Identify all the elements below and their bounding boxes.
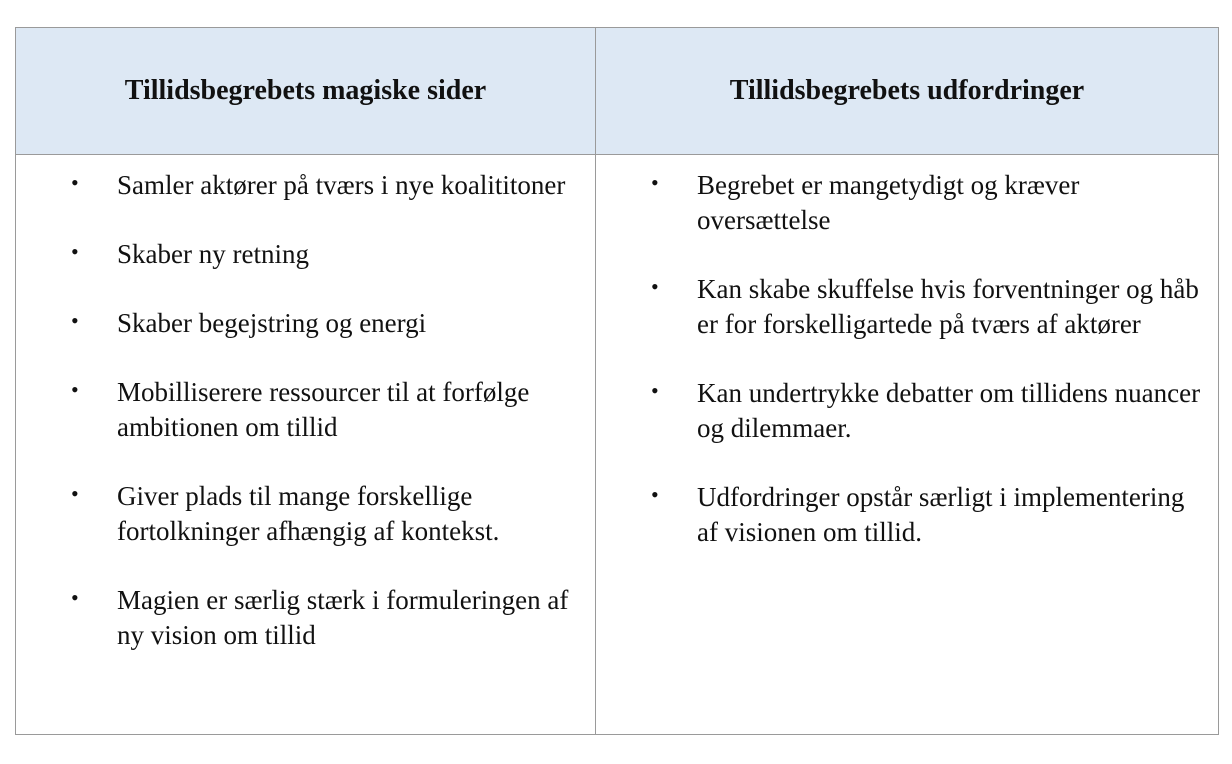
list-item	[651, 480, 1208, 550]
list-item	[651, 376, 1208, 446]
list-item-text: Udfordringer opstår særligt i implementering af visionen om tillid.	[697, 482, 1185, 547]
list-item	[71, 479, 585, 549]
bullet-icon: •	[651, 378, 659, 403]
bullet-icon: •	[651, 274, 659, 299]
challenges-list	[651, 168, 1208, 584]
bullet-icon: •	[651, 482, 659, 507]
bullet-icon: •	[71, 585, 79, 610]
header-magic-sides: Tillidsbegrebets magiske sider	[16, 28, 596, 154]
header-challenges: Tillidsbegrebets udfordringer	[729, 75, 1085, 106]
list-item-text: Giver plads til mange forskellige fortolkninger afhængig af kontekst.	[117, 481, 500, 546]
bullet-icon: •	[71, 170, 79, 195]
bullet-icon: •	[71, 308, 79, 333]
list-item-text: Skaber ny retning	[117, 239, 309, 269]
comparison-table	[15, 27, 1219, 735]
challenges-cell	[596, 155, 1218, 734]
list-item-text: Skaber begejstring og energi	[117, 308, 427, 338]
bullet-icon: •	[71, 239, 79, 264]
bullet-icon: •	[71, 481, 79, 506]
magic-sides-cell	[16, 155, 596, 734]
table-header-row	[16, 28, 1218, 155]
list-item-text: Samler aktører på tværs i nye koalititoner	[117, 170, 566, 200]
bullet-icon: •	[651, 170, 659, 195]
list-item	[71, 306, 585, 341]
list-item	[71, 583, 585, 653]
list-item	[651, 168, 1208, 238]
list-item	[71, 375, 585, 445]
list-item	[71, 237, 585, 272]
list-item	[651, 272, 1208, 342]
list-item-text: Begrebet er mangetydigt og kræver oversættelse	[697, 170, 1080, 235]
bullet-icon: •	[71, 377, 79, 402]
magic-sides-list	[71, 168, 585, 687]
list-item-text: Kan undertrykke debatter om tillidens nuancer og dilemmaer.	[697, 378, 1201, 443]
list-item-text: Magien er særlig stærk i formuleringen af ny vision om tillid	[117, 585, 569, 650]
list-item	[71, 168, 585, 203]
list-item-text: Kan skabe skuffelse hvis forventninger og håb er for forskelligartede på tværs af aktører	[697, 274, 1199, 339]
list-item-text: Mobilliserere ressourcer til at forfølge ambitionen om tillid	[117, 377, 530, 442]
table-body-row	[16, 155, 1218, 734]
